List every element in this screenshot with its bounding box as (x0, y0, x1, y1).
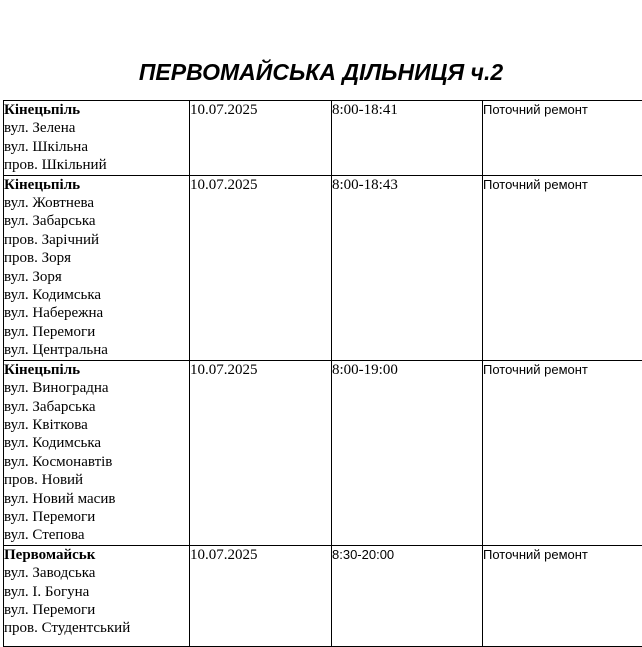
street-item: вул. І. Богуна (4, 583, 189, 601)
street-item: вул. Забарська (4, 398, 189, 416)
street-item: вул. Шкільна (4, 138, 189, 156)
street-item: вул. Виноградна (4, 379, 189, 397)
locality-name: Первомайськ (4, 546, 189, 564)
street-item: вул. Перемоги (4, 323, 189, 341)
area-cell (4, 175, 190, 360)
street-item: вул. Набережна (4, 304, 189, 322)
street-item: вул. Космонавтів (4, 453, 189, 471)
outage-schedule-table (3, 100, 642, 647)
street-item: вул. Зоря (4, 268, 189, 286)
street-item: вул. Зелена (4, 119, 189, 137)
date-cell: 10.07.2025 (190, 360, 332, 545)
street-item: вул. Центральна (4, 341, 189, 359)
time-cell: 8:00-18:41 (332, 101, 483, 176)
street-item: вул. Степова (4, 526, 189, 544)
street-item: вул. Заводська (4, 564, 189, 582)
table-row (4, 545, 642, 646)
work-type-cell: Поточний ремонт (483, 101, 642, 176)
street-item: пров. Новий (4, 471, 189, 489)
street-item: вул. Новий масив (4, 490, 189, 508)
area-cell (4, 545, 190, 646)
date-cell: 10.07.2025 (190, 101, 332, 176)
street-item: пров. Зоря (4, 249, 189, 267)
street-item: вул. Кодимська (4, 286, 189, 304)
date-cell: 10.07.2025 (190, 175, 332, 360)
date-cell: 10.07.2025 (190, 545, 332, 646)
locality-name: Кінецьпіль (4, 101, 189, 119)
area-cell (4, 101, 190, 176)
work-type-cell: Поточний ремонт (483, 360, 642, 545)
street-item: вул. Квіткова (4, 416, 189, 434)
time-cell: 8:00-19:00 (332, 360, 483, 545)
street-item: пров. Шкільний (4, 156, 189, 174)
work-type-cell: Поточний ремонт (483, 175, 642, 360)
work-type-cell: Поточний ремонт (483, 545, 642, 646)
street-item: пров. Зарічний (4, 231, 189, 249)
street-item: пров. Студентський (4, 619, 189, 637)
time-cell: 8:00-18:43 (332, 175, 483, 360)
page-title: ПЕРВОМАЙСЬКА ДІЛЬНИЦЯ ч.2 (0, 56, 642, 88)
street-item: вул. Перемоги (4, 508, 189, 526)
street-item: вул. Забарська (4, 212, 189, 230)
area-cell (4, 360, 190, 545)
street-item: вул. Перемоги (4, 601, 189, 619)
street-item: вул. Кодимська (4, 434, 189, 452)
time-cell: 8:30-20:00 (332, 545, 483, 646)
locality-name: Кінецьпіль (4, 176, 189, 194)
table-row (4, 101, 642, 176)
street-item: вул. Жовтнева (4, 194, 189, 212)
table-row (4, 175, 642, 360)
locality-name: Кінецьпіль (4, 361, 189, 379)
table-row (4, 360, 642, 545)
